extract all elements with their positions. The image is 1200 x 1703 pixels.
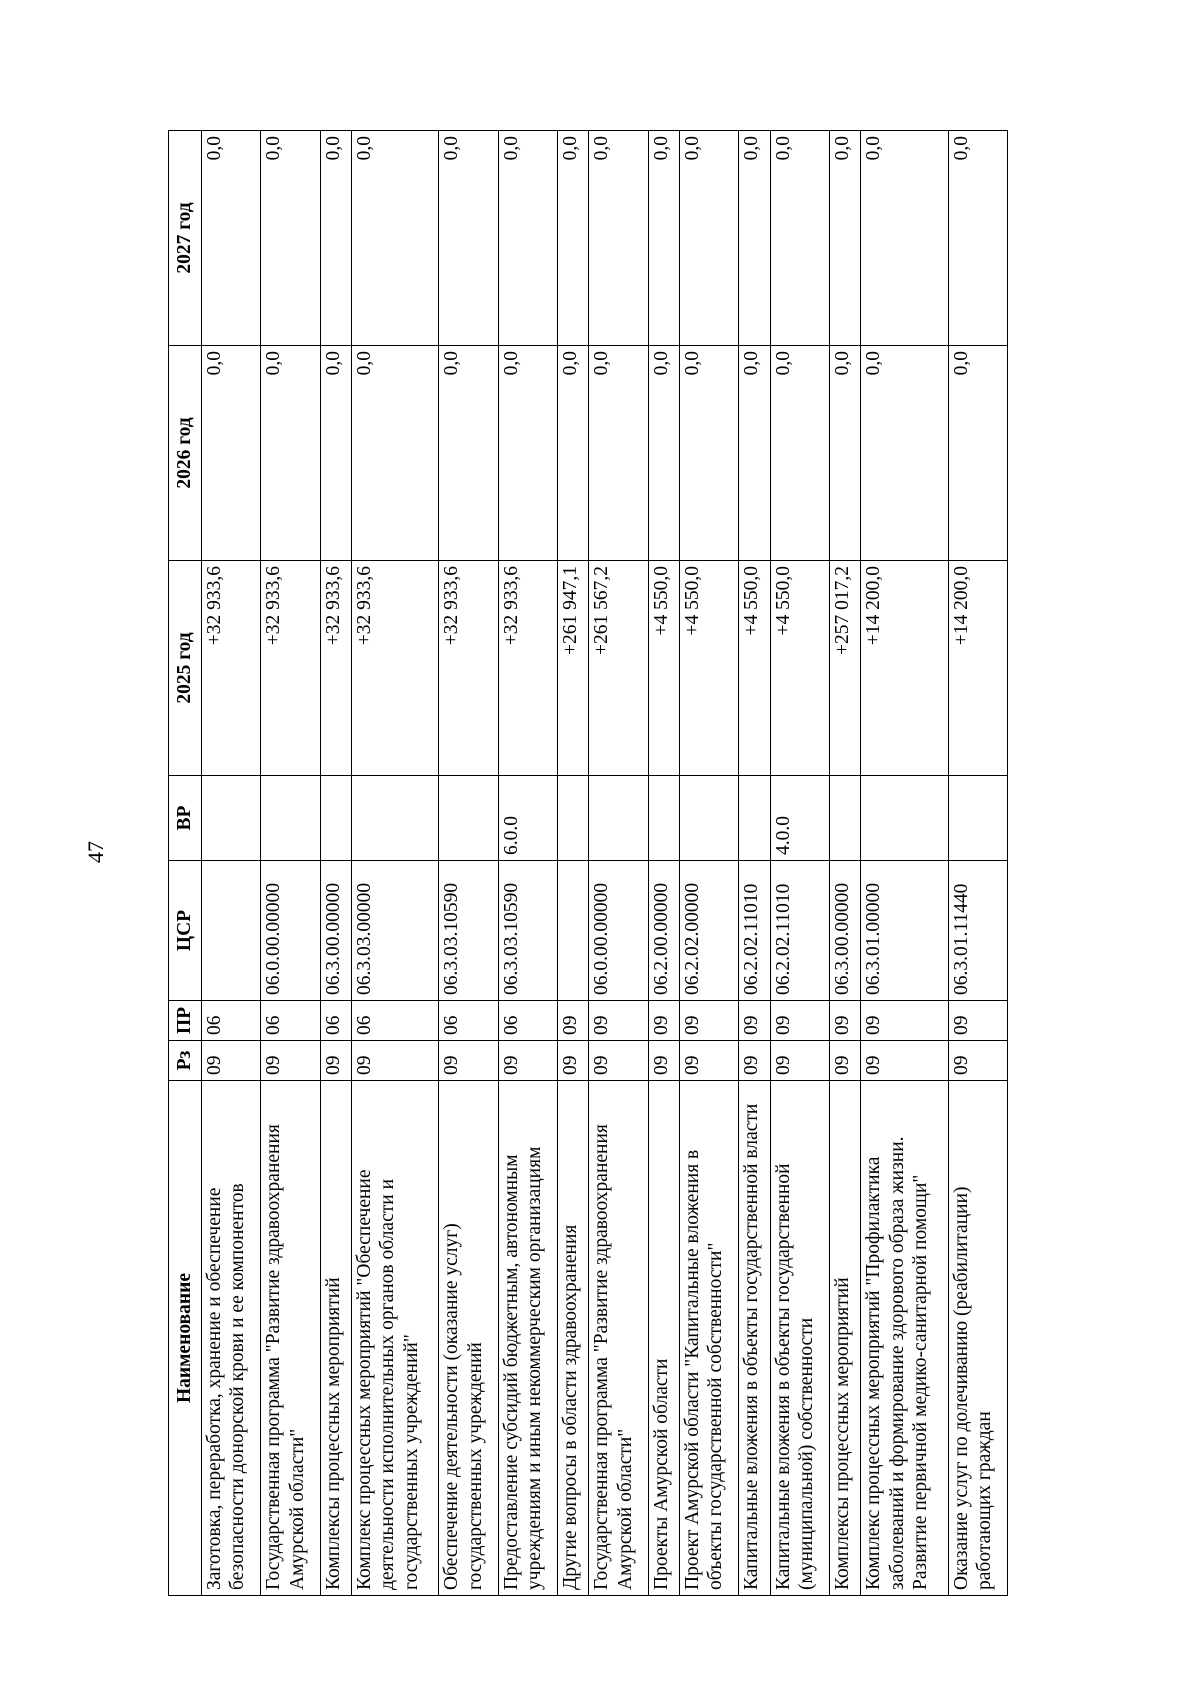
cell-rz: 09: [557, 1041, 588, 1081]
cell-2026: 0,0: [439, 346, 498, 561]
cell-2025: +4 550,0: [679, 561, 738, 776]
cell-pr: 06: [352, 1001, 439, 1041]
cell-pr: 06: [320, 1001, 351, 1041]
cell-name: Проекты Амурской области: [648, 1081, 679, 1596]
cell-2027: 0,0: [202, 131, 261, 346]
cell-2027: 0,0: [648, 131, 679, 346]
cell-csr: 06.3.01.00000: [861, 861, 948, 1001]
cell-vr: [948, 776, 1007, 861]
cell-2026: 0,0: [861, 346, 948, 561]
cell-2025: +14 200,0: [948, 561, 1007, 776]
cell-rz: 09: [648, 1041, 679, 1081]
cell-vr: [861, 776, 948, 861]
cell-2026: 0,0: [202, 346, 261, 561]
header-vr: ВР: [169, 776, 202, 861]
cell-pr: 09: [739, 1001, 770, 1041]
budget-table: [168, 130, 1008, 1596]
cell-2027: 0,0: [352, 131, 439, 346]
cell-rz: 09: [770, 1041, 829, 1081]
cell-rz: 09: [202, 1041, 261, 1081]
cell-csr: 06.2.00.00000: [648, 861, 679, 1001]
table-row: [739, 131, 770, 1596]
cell-name: Предоставление субсидий бюджетным, автономным учреждениям и иным некоммерческим организациям: [498, 1081, 557, 1596]
table-row: [679, 131, 738, 1596]
cell-vr: [352, 776, 439, 861]
cell-vr: [202, 776, 261, 861]
cell-name: Заготовка, переработка, хранение и обеспечение безопасности донорской крови и ее компонентов: [202, 1081, 261, 1596]
cell-rz: 09: [498, 1041, 557, 1081]
cell-2025: +32 933,6: [320, 561, 351, 776]
cell-2027: 0,0: [557, 131, 588, 346]
cell-vr: [648, 776, 679, 861]
cell-2026: 0,0: [261, 346, 320, 561]
table-row: [770, 131, 829, 1596]
cell-csr: 06.2.02.00000: [679, 861, 738, 1001]
cell-2025: +4 550,0: [770, 561, 829, 776]
cell-csr: 06.3.03.10590: [439, 861, 498, 1001]
cell-2025: +32 933,6: [202, 561, 261, 776]
cell-rz: 09: [589, 1041, 648, 1081]
cell-name: Капитальные вложения в объекты государственной власти: [739, 1081, 770, 1596]
cell-name: Оказание услуг по долечиванию (реабилитации) работающих граждан: [948, 1081, 1007, 1596]
cell-name: Комплекс процессных мероприятий "Профилактика заболеваний и формирование здорового образа жизни. Развитие первичной медико-санитарной помощи": [861, 1081, 948, 1596]
cell-name: Другие вопросы в области здравоохранения: [557, 1081, 588, 1596]
cell-pr: 09: [861, 1001, 948, 1041]
cell-name: Обеспечение деятельности (оказание услуг) государственных учреждений: [439, 1081, 498, 1596]
table-row: [202, 131, 261, 1596]
cell-vr: 6.0.0: [498, 776, 557, 861]
cell-2025: +32 933,6: [498, 561, 557, 776]
cell-rz: 09: [439, 1041, 498, 1081]
table-row: [830, 131, 861, 1596]
cell-2025: +4 550,0: [648, 561, 679, 776]
cell-2026: 0,0: [830, 346, 861, 561]
cell-vr: 4.0.0: [770, 776, 829, 861]
cell-2025: +261 567,2: [589, 561, 648, 776]
cell-2027: 0,0: [948, 131, 1007, 346]
cell-2027: 0,0: [770, 131, 829, 346]
cell-csr: 06.2.02.11010: [770, 861, 829, 1001]
cell-2026: 0,0: [948, 346, 1007, 561]
cell-vr: [589, 776, 648, 861]
table-row: [498, 131, 557, 1596]
cell-2027: 0,0: [498, 131, 557, 346]
cell-rz: 09: [861, 1041, 948, 1081]
cell-name: Проект Амурской области "Капитальные вложения в объекты государственной собственности": [679, 1081, 738, 1596]
table-row: [648, 131, 679, 1596]
table-row: [948, 131, 1007, 1596]
cell-2025: +4 550,0: [739, 561, 770, 776]
cell-2026: 0,0: [498, 346, 557, 561]
cell-2026: 0,0: [770, 346, 829, 561]
cell-vr: [679, 776, 738, 861]
cell-2026: 0,0: [320, 346, 351, 561]
cell-2027: 0,0: [739, 131, 770, 346]
header-pr: ПР: [169, 1001, 202, 1041]
cell-csr: 06.3.03.10590: [498, 861, 557, 1001]
cell-2026: 0,0: [739, 346, 770, 561]
cell-name: Государственная программа "Развитие здравоохранения Амурской области": [589, 1081, 648, 1596]
cell-csr: 06.2.02.11010: [739, 861, 770, 1001]
cell-rz: 09: [352, 1041, 439, 1081]
cell-vr: [320, 776, 351, 861]
cell-csr: 06.0.00.00000: [589, 861, 648, 1001]
cell-csr: 06.3.00.00000: [320, 861, 351, 1001]
header-name: Наименование: [169, 1081, 202, 1596]
cell-vr: [739, 776, 770, 861]
table-row: [352, 131, 439, 1596]
cell-pr: 06: [261, 1001, 320, 1041]
cell-2027: 0,0: [439, 131, 498, 346]
table-row: [861, 131, 948, 1596]
cell-2027: 0,0: [679, 131, 738, 346]
header-2025: 2025 год: [169, 561, 202, 776]
cell-rz: 09: [679, 1041, 738, 1081]
cell-2025: +257 017,2: [830, 561, 861, 776]
cell-vr: [830, 776, 861, 861]
cell-csr: 06.3.00.00000: [830, 861, 861, 1001]
header-2026: 2026 год: [169, 346, 202, 561]
cell-csr: [202, 861, 261, 1001]
page-number: 47: [83, 841, 108, 863]
cell-2027: 0,0: [830, 131, 861, 346]
cell-2027: 0,0: [861, 131, 948, 346]
cell-pr: 09: [679, 1001, 738, 1041]
cell-pr: 09: [557, 1001, 588, 1041]
cell-2027: 0,0: [589, 131, 648, 346]
cell-name: Комплексы процессных мероприятий: [830, 1081, 861, 1596]
cell-csr: [557, 861, 588, 1001]
table-row: [557, 131, 588, 1596]
cell-name: Государственная программа "Развитие здравоохранения Амурской области": [261, 1081, 320, 1596]
cell-pr: 06: [202, 1001, 261, 1041]
table-row: [439, 131, 498, 1596]
cell-pr: 06: [498, 1001, 557, 1041]
cell-pr: 09: [948, 1001, 1007, 1041]
cell-vr: [557, 776, 588, 861]
cell-pr: 09: [830, 1001, 861, 1041]
table-header-row: [169, 131, 202, 1596]
cell-2025: +14 200,0: [861, 561, 948, 776]
cell-csr: 06.0.00.00000: [261, 861, 320, 1001]
cell-2026: 0,0: [352, 346, 439, 561]
rotated-table-container: [168, 131, 1008, 1596]
cell-vr: [439, 776, 498, 861]
cell-2027: 0,0: [320, 131, 351, 346]
cell-rz: 09: [261, 1041, 320, 1081]
cell-name: Капитальные вложения в объекты государственной (муниципальной) собственности: [770, 1081, 829, 1596]
cell-name: Комплекс процессных мероприятий "Обеспечение деятельности исполнительных органов области и государственных учреждений": [352, 1081, 439, 1596]
header-2027: 2027 год: [169, 131, 202, 346]
cell-pr: 06: [439, 1001, 498, 1041]
cell-pr: 09: [589, 1001, 648, 1041]
cell-csr: 06.3.03.00000: [352, 861, 439, 1001]
cell-pr: 09: [770, 1001, 829, 1041]
cell-name: Комплексы процессных мероприятий: [320, 1081, 351, 1596]
cell-rz: 09: [320, 1041, 351, 1081]
cell-2025: +32 933,6: [261, 561, 320, 776]
table-row: [589, 131, 648, 1596]
cell-2026: 0,0: [679, 346, 738, 561]
header-csr: ЦСР: [169, 861, 202, 1001]
table-row: [320, 131, 351, 1596]
cell-2026: 0,0: [648, 346, 679, 561]
cell-2025: +32 933,6: [439, 561, 498, 776]
cell-rz: 09: [948, 1041, 1007, 1081]
cell-rz: 09: [830, 1041, 861, 1081]
table-row: [261, 131, 320, 1596]
cell-2025: +261 947,1: [557, 561, 588, 776]
cell-rz: 09: [739, 1041, 770, 1081]
cell-csr: 06.3.01.11440: [948, 861, 1007, 1001]
cell-pr: 09: [648, 1001, 679, 1041]
header-rz: Рз: [169, 1041, 202, 1081]
cell-2027: 0,0: [261, 131, 320, 346]
cell-vr: [261, 776, 320, 861]
cell-2026: 0,0: [589, 346, 648, 561]
cell-2025: +32 933,6: [352, 561, 439, 776]
cell-2026: 0,0: [557, 346, 588, 561]
